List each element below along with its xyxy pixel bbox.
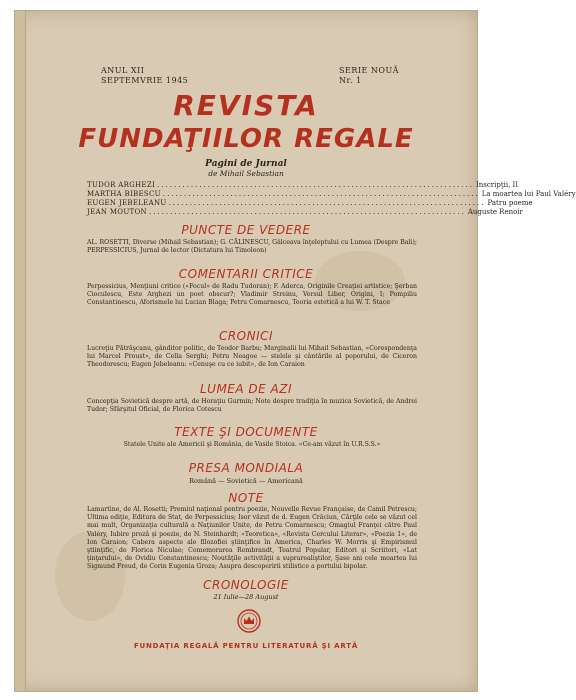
toc-title: Inscripţii, II: [475, 181, 519, 189]
masthead-line-2: FUNDAŢIILOR REGALE: [78, 124, 414, 154]
crown-emblem-icon: [237, 609, 261, 633]
toc-row: TUDOR ARGHEZI ........................................................................... Inscripţii, II: [87, 181, 519, 189]
toc-author: JEAN MOUTON: [87, 208, 147, 216]
issue-number: Nr. 1: [339, 76, 362, 85]
section-text-puncte: AL. ROSETTI, Diverse (Mihail Sebastian); G. CĂLINESCU, Gâlceava înţeleptului cu Lumea (Despre Bali); PERPESSICIUS, Jurnal de lector (Dictatura lui Timoleon): [87, 239, 417, 255]
toc-title: La moartea lui Paul Valéry: [481, 190, 576, 198]
toc-row: MARTHA BIBESCU ........................................................................... La moartea lui Paul Valéry: [87, 190, 576, 198]
masthead-line-1: REVISTA: [173, 89, 319, 122]
section-heading-presa: PRESA MONDIALA: [188, 461, 304, 475]
toc-title: Patru poeme: [487, 199, 533, 207]
section-heading-puncte: PUNCTE DE VEDERE: [181, 223, 311, 237]
toc-title: Auguste Renoir: [467, 208, 523, 216]
section-heading-texte: TEXTE ŞI DOCUMENTE: [174, 425, 318, 439]
section-heading-lumea: LUMEA DE AZI: [199, 382, 293, 396]
section-text-comentarii: Perpessicius, Menţiuni critice («Focul» de Radu Tudoran); F. Aderca, Originile Creaţiei artistice; Şerban Cioculescu, Este Arghezi un poet obscur?; Vladimir Streinu, Versul Liber, Origini, I; Pompiliu Constantinescu, Aforismele lui Lucian Blaga; Petru Comarnescu, Teoria estetică a lui W. T. Stace: [87, 283, 417, 307]
toc-row: EUGEN JEBELEANU ........................................................................... Patru poeme: [87, 199, 533, 207]
section-text-presa: Română — Sovietică — Americană: [189, 477, 303, 485]
section-text-cronologie: 21 Iulie—28 August: [213, 593, 279, 601]
issue-year: ANUL XII: [101, 66, 145, 75]
section-text-note: Lamartine, de Al. Rosetti; Premiul naţional pentru poezie, Nouvelle Revue Française, de Camil Petrescu; Ultima ediţie, Editura de Stat, de Perpessicius; Iser văzut de d. Eugen Crăciun, Cărţile cele se văzut cel mai mult, Organizaţia culturală a Naţiunilor Unite, de Petru Comarnescu; Omagiul Franţei către Paul Valéry, Iubire proză şi poezie, de N. Steinhardt; «Teoretica», «Revista Cercului Literar», «Poezia 1», de Ion Caraion; Cabera aspecte ale filozofiei ştiinţifice în America, Charles W. Morris şi Empirismul ştiinţific, de Florica Niculae; Comemorarea Rembrandt, Teatrul Popular, Editori şi Scriitori, «Lat ţinţarului», de Ovidiu Constantinescu; Noutăţile activităţii a suprarealiştilor, Şase ani cele moartea lui Sigmund Freud, de Corin Eugenia Groza; Asupra descoperirii stilistice a portului bipolar.: [87, 506, 417, 571]
section-text-lumea: Concepţia Sovietică despre artă, de Horaţiu Gurmin; Note despre tradiţia în muzica Sovietică, de Andrei Tudor; Sfârşitul Oficial, de Florica Cotescu: [87, 398, 417, 414]
feature-title: Pagini de Jurnal: [205, 159, 287, 169]
toc-author: TUDOR ARGHEZI: [87, 181, 156, 189]
issue-left-block: [101, 66, 188, 86]
feature-byline: de Mihail Sebastian: [208, 169, 284, 178]
publisher-footer: FUNDAŢIA REGALĂ PENTRU LITERATURĂ ŞI ARTĂ: [133, 642, 359, 650]
section-heading-comentarii: COMENTARII CRITICE: [178, 267, 314, 281]
section-text-cronici: Lucreţiu Pătrăşcanu, gânditor politic, de Teodor Barbu; Marginalii lui Mihail Sebastian, «Corespondenţa lui Marcel Proust», de Cella Serghi; Petru Neagoe — stelele şi cântările al poporului, de Ciceron Theodorescu; Eugen Jebeleanu: «Cenuşe cu ce iubit», de Ion Caraion: [87, 345, 417, 369]
issue-series: SERIE NOUĂ: [339, 66, 399, 75]
toc-author: EUGEN JEBELEANU: [87, 199, 167, 207]
issue-right-block: [339, 66, 399, 86]
section-heading-cronologie: CRONOLOGIE: [203, 578, 289, 592]
section-text-texte: Statele Unite ale Americii şi România, de Vasile Stoica. «Ce-am văzut în U.R.S.S.»: [123, 441, 381, 448]
magazine-cover: [14, 10, 576, 692]
table-of-contents: [87, 181, 576, 217]
toc-author: MARTHA BIBESCU: [87, 190, 161, 198]
issue-date: SEPTEMVRIE 1945: [101, 76, 189, 85]
section-heading-note: NOTE: [228, 491, 264, 505]
toc-row: JEAN MOUTON ........................................................................... Auguste Renoir: [87, 208, 523, 216]
section-heading-cronici: CRONICI: [218, 329, 274, 343]
